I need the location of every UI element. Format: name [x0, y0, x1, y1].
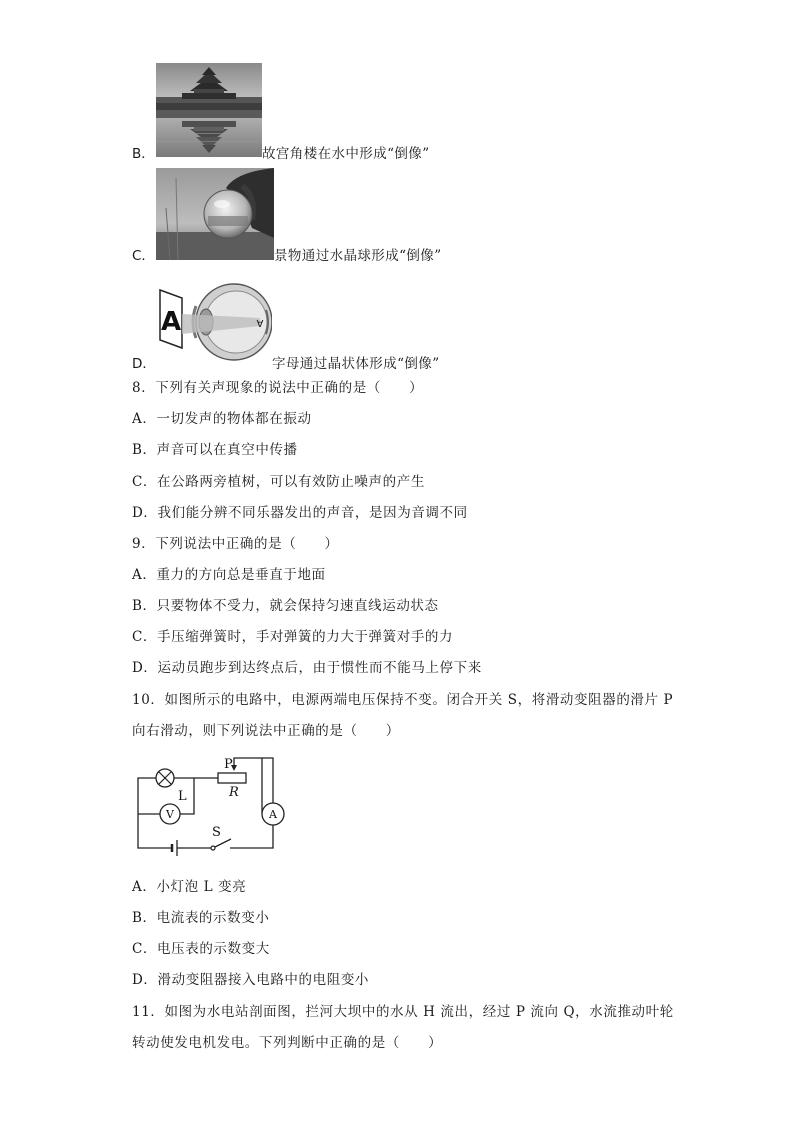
- option-d-caption: 字母通过晶状体形成“倒像”: [272, 356, 440, 372]
- q10-stem-line1: 10．如图所示的电路中，电源两端电压保持不变。闭合开关 S，将滑动变阻器的滑片 P: [132, 692, 674, 708]
- q11-stem-line2: 转动使发电机发电。下列判断中正确的是（ ）: [132, 1035, 443, 1051]
- option-b-letter: B．: [132, 146, 155, 162]
- circuit-label-s: S: [212, 825, 221, 840]
- option-c-letter: C．: [132, 248, 155, 264]
- option-d-letter: D．: [132, 356, 156, 372]
- q10-option-b: B．电流表的示数变小: [132, 910, 270, 926]
- q9-option-d: D．运动员跑步到达终点后，由于惯性而不能马上停下来: [132, 660, 482, 676]
- option-b-caption: 故宫角楼在水中形成“倒像”: [262, 146, 430, 162]
- q10-option-d: D．滑动变阻器接入电路中的电阻变小: [132, 972, 370, 988]
- q11-stem-line1: 11．如图为水电站剖面图，拦河大坝中的水从 H 流出，经过 P 流向 Q，水流推动叶轮: [132, 1004, 674, 1020]
- circuit-label-l: L: [178, 789, 187, 804]
- q8-stem: 8．下列有关声现象的说法中正确的是（ ）: [132, 380, 424, 396]
- q9-option-c: C．手压缩弹簧时，手对弹簧的力大于弹簧对手的力: [132, 629, 454, 645]
- voltmeter-label: V: [166, 808, 174, 821]
- eye-chart-letter: A: [160, 307, 182, 337]
- q10-option-a: A．小灯泡 L 变亮: [132, 879, 247, 895]
- q9-option-a: A．重力的方向总是垂直于地面: [132, 567, 326, 583]
- corner-tower-photo: [156, 63, 262, 157]
- q10-option-c: C．电压表的示数变大: [132, 941, 270, 957]
- ammeter-label: A: [269, 808, 277, 821]
- q8-option-b: B．声音可以在真空中传播: [132, 442, 298, 458]
- q9-option-b: B．只要物体不受力，就会保持匀速直线运动状态: [132, 598, 439, 614]
- q8-option-d: D．我们能分辨不同乐器发出的声音，是因为音调不同: [132, 505, 468, 521]
- circuit-diagram: [130, 752, 292, 864]
- q9-stem: 9．下列说法中正确的是（ ）: [132, 536, 339, 552]
- circuit-label-p: P: [224, 757, 233, 772]
- q10-stem-line2: 向右滑动，则下列说法中正确的是（ ）: [132, 723, 400, 739]
- eye-diagram: [156, 278, 272, 370]
- q8-option-a: A．一切发声的物体都在振动: [132, 411, 312, 427]
- q8-option-c: C．在公路两旁植树，可以有效防止噪声的产生: [132, 474, 425, 490]
- crystal-ball-photo: [156, 168, 274, 260]
- option-c-caption: 景物通过水晶球形成“倒像”: [274, 248, 442, 264]
- inverted-letter-on-retina: A: [256, 317, 264, 328]
- circuit-label-r: R: [229, 785, 239, 800]
